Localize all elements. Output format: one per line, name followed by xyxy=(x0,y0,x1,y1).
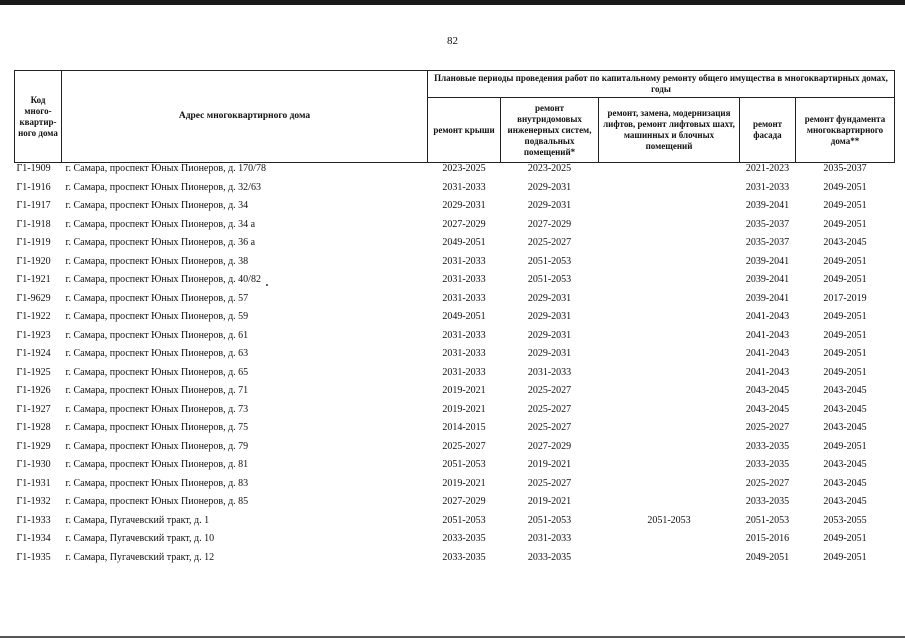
cell-code: Г1-1909 xyxy=(16,163,51,174)
cell-code: Г1-1933 xyxy=(16,514,51,526)
table-row xyxy=(15,533,895,552)
cell-code: Г1-1931 xyxy=(16,477,51,489)
header-address: Адрес многоквартирного дома xyxy=(62,71,428,163)
cell-foundation: 2043-2045 xyxy=(823,237,867,248)
cell-code: Г1-1929 xyxy=(16,440,51,452)
cell-elevators xyxy=(599,293,740,312)
cell-elevators xyxy=(599,348,740,367)
cell-facade: 2039-2041 xyxy=(745,292,790,304)
cell-foundation: 2043-2045 xyxy=(823,496,867,507)
table-row xyxy=(15,404,895,423)
cell-foundation: 2049-2051 xyxy=(823,181,867,193)
scan-speck xyxy=(266,284,268,286)
table-row xyxy=(15,478,895,497)
cell-address: г. Самара, Пугачевский тракт, д. 10 xyxy=(65,533,215,544)
cell-systems: 2029-2031 xyxy=(527,181,572,193)
cell-address: г. Самара, проспект Юных Пионеров, д. 59 xyxy=(65,311,249,322)
cell-address: г. Самара, проспект Юных Пионеров, д. 65 xyxy=(65,366,249,378)
cell-elevators xyxy=(599,533,740,552)
cell-code: Г1-1916 xyxy=(16,181,51,193)
cell-foundation: 2049-2051 xyxy=(823,366,867,378)
cell-systems: 2027-2029 xyxy=(527,218,572,230)
cell-facade: 2043-2045 xyxy=(745,385,790,396)
table-row xyxy=(15,441,895,460)
table-row xyxy=(15,348,895,367)
cell-code: Г1-1932 xyxy=(16,496,51,507)
cell-systems: 2027-2029 xyxy=(527,440,572,452)
header-systems: ремонт внутридомовых инженерных систем, подвальных помещений* xyxy=(501,98,599,163)
cell-address: г. Самара, проспект Юных Пионеров, д. 170/78 xyxy=(65,163,266,174)
cell-roof: 2051-2053 xyxy=(442,514,486,526)
header-roof: ремонт крыши xyxy=(428,98,501,163)
cell-foundation: 2049-2051 xyxy=(823,200,867,211)
cell-elevators xyxy=(599,404,740,423)
cell-systems: 2051-2053 xyxy=(527,274,572,285)
cell-systems: 2031-2033 xyxy=(527,533,572,544)
header-code: Код много-квартир-ного дома xyxy=(15,71,62,163)
header-foundation: ремонт фундамента многоквартирного дома** xyxy=(796,98,895,163)
cell-facade: 2043-2045 xyxy=(745,403,790,415)
table-row xyxy=(15,552,895,571)
cell-address: г. Самара, Пугачевский тракт, д. 1 xyxy=(65,514,210,526)
cell-elevators xyxy=(599,478,740,497)
cell-facade: 2033-2035 xyxy=(745,459,790,470)
header-elevators: ремонт, замена, модернизация лифтов, ремонт лифтовых шахт, машинных и блочных помещений xyxy=(599,98,740,163)
cell-roof: 2019-2021 xyxy=(442,477,486,489)
cell-facade: 2039-2041 xyxy=(745,200,790,211)
table-row xyxy=(15,274,895,293)
cell-elevators xyxy=(599,552,740,571)
cell-facade: 2025-2027 xyxy=(745,422,790,433)
cell-systems: 2025-2027 xyxy=(527,237,572,248)
cell-foundation: 2035-2037 xyxy=(823,163,867,174)
cell-systems: 2033-2035 xyxy=(527,551,572,563)
top-border-bar xyxy=(0,0,905,5)
cell-roof: 2031-2033 xyxy=(442,366,486,378)
table-row xyxy=(15,496,895,515)
cell-roof: 2025-2027 xyxy=(442,440,486,452)
table-row xyxy=(15,200,895,219)
cell-elevators xyxy=(599,311,740,330)
cell-systems: 2019-2021 xyxy=(527,496,572,507)
table-row xyxy=(15,293,895,312)
cell-roof: 2019-2021 xyxy=(442,385,486,396)
cell-foundation: 2043-2045 xyxy=(823,477,867,489)
cell-address: г. Самара, проспект Юных Пионеров, д. 38 xyxy=(65,255,249,267)
cell-address: г. Самара, проспект Юных Пионеров, д. 40/82 xyxy=(65,274,261,285)
cell-roof: 2033-2035 xyxy=(442,533,486,544)
cell-foundation: 2049-2051 xyxy=(823,329,867,341)
cell-facade: 2041-2043 xyxy=(745,329,790,341)
cell-address: г. Самара, проспект Юных Пионеров, д. 81 xyxy=(65,459,249,470)
cell-facade: 2049-2051 xyxy=(745,551,790,563)
cell-facade: 2035-2037 xyxy=(745,218,790,230)
cell-address: г. Самара, проспект Юных Пионеров, д. 36 а xyxy=(65,237,256,248)
cell-facade: 2041-2043 xyxy=(745,366,790,378)
cell-foundation: 2053-2055 xyxy=(823,514,867,526)
cell-facade: 2039-2041 xyxy=(745,274,790,285)
cell-foundation: 2043-2045 xyxy=(823,385,867,396)
cell-elevators xyxy=(599,163,740,182)
cell-foundation: 2049-2051 xyxy=(823,533,867,544)
table-body xyxy=(15,163,895,571)
cell-elevators xyxy=(599,200,740,219)
cell-code: Г1-1924 xyxy=(16,348,51,359)
cell-code: Г1-1923 xyxy=(16,329,51,341)
cell-roof: 2029-2031 xyxy=(442,200,486,211)
cell-elevators xyxy=(599,219,740,238)
cell-code: Г1-1927 xyxy=(16,403,51,415)
cell-elevators xyxy=(599,182,740,201)
cell-address: г. Самара, проспект Юных Пионеров, д. 57 xyxy=(65,292,249,304)
cell-elevators xyxy=(599,330,740,349)
cell-systems: 2029-2031 xyxy=(527,348,572,359)
cell-roof: 2031-2033 xyxy=(442,181,486,193)
table-row xyxy=(15,367,895,386)
table-row xyxy=(15,219,895,238)
cell-facade: 2035-2037 xyxy=(745,237,790,248)
table-row xyxy=(15,385,895,404)
cell-code: Г1-1928 xyxy=(16,422,51,433)
cell-facade: 2033-2035 xyxy=(745,496,790,507)
cell-roof: 2031-2033 xyxy=(442,348,486,359)
cell-address: г. Самара, Пугачевский тракт, д. 12 xyxy=(65,551,215,563)
cell-systems: 2025-2027 xyxy=(527,403,572,415)
cell-foundation: 2017-2019 xyxy=(823,292,867,304)
cell-code: Г1-1926 xyxy=(16,385,51,396)
cell-code: Г1-1935 xyxy=(16,551,51,563)
cell-facade: 2041-2043 xyxy=(745,348,790,359)
cell-code: Г1-1930 xyxy=(16,459,51,470)
cell-systems: 2029-2031 xyxy=(527,311,572,322)
cell-foundation: 2049-2051 xyxy=(823,274,867,285)
cell-systems: 2051-2053 xyxy=(527,255,572,267)
cell-elevators xyxy=(599,385,740,404)
cell-foundation: 2043-2045 xyxy=(823,403,867,415)
header-group: Плановые периоды проведения работ по капитальному ремонту общего имущества в многоквартирных домах, годы xyxy=(428,71,895,98)
cell-code: Г1-1922 xyxy=(16,311,51,322)
cell-address: г. Самара, проспект Юных Пионеров, д. 85 xyxy=(65,496,249,507)
cell-facade: 2033-2035 xyxy=(745,440,790,452)
table-row xyxy=(15,330,895,349)
cell-roof: 2051-2053 xyxy=(442,459,486,470)
cell-foundation: 2049-2051 xyxy=(823,218,867,230)
cell-address: г. Самара, проспект Юных Пионеров, д. 63 xyxy=(65,348,249,359)
cell-code: Г1-1917 xyxy=(16,200,51,211)
cell-roof: 2031-2033 xyxy=(442,329,486,341)
cell-elevators xyxy=(599,237,740,256)
cell-address: г. Самара, проспект Юных Пионеров, д. 34 xyxy=(65,200,249,211)
cell-code: Г1-1919 xyxy=(16,237,51,248)
cell-roof: 2014-2015 xyxy=(442,422,486,433)
cell-foundation: 2049-2051 xyxy=(823,311,867,322)
cell-address: г. Самара, проспект Юных Пионеров, д. 61 xyxy=(65,329,249,341)
cell-facade: 2031-2033 xyxy=(745,181,790,193)
cell-foundation: 2049-2051 xyxy=(823,440,867,452)
cell-address: г. Самара, проспект Юных Пионеров, д. 73 xyxy=(65,403,249,415)
cell-elevators xyxy=(599,274,740,293)
table-row xyxy=(15,422,895,441)
cell-facade: 2021-2023 xyxy=(745,163,790,174)
cell-systems: 2025-2027 xyxy=(527,422,572,433)
cell-facade: 2041-2043 xyxy=(745,311,790,322)
cell-address: г. Самара, проспект Юных Пионеров, д. 34 а xyxy=(65,218,256,230)
cell-address: г. Самара, проспект Юных Пионеров, д. 71 xyxy=(65,385,249,396)
cell-roof: 2019-2021 xyxy=(442,403,486,415)
cell-facade: 2039-2041 xyxy=(745,255,790,267)
cell-roof: 2049-2051 xyxy=(442,311,486,322)
table-row xyxy=(15,515,895,534)
cell-systems: 2051-2053 xyxy=(527,514,572,526)
cell-roof: 2027-2029 xyxy=(442,218,486,230)
cell-code: Г1-9629 xyxy=(16,292,51,304)
cell-elevators xyxy=(599,422,740,441)
cell-elevators xyxy=(599,256,740,275)
cell-elevators xyxy=(599,367,740,386)
cell-code: Г1-1918 xyxy=(16,218,51,230)
table-row xyxy=(15,182,895,201)
cell-roof: 2033-2035 xyxy=(442,551,486,563)
cell-address: г. Самара, проспект Юных Пионеров, д. 79 xyxy=(65,440,249,452)
cell-facade: 2025-2027 xyxy=(745,477,790,489)
table-row xyxy=(15,311,895,330)
cell-address: г. Самара, проспект Юных Пионеров, д. 32/63 xyxy=(65,181,261,193)
capital-repair-table xyxy=(14,70,895,570)
cell-roof: 2023-2025 xyxy=(442,163,486,174)
cell-systems: 2019-2021 xyxy=(527,459,572,470)
cell-foundation: 2049-2051 xyxy=(823,551,867,563)
cell-systems: 2025-2027 xyxy=(527,477,572,489)
page-number: 82 xyxy=(447,35,458,47)
cell-elevators xyxy=(599,459,740,478)
cell-systems: 2031-2033 xyxy=(527,366,572,378)
cell-roof: 2027-2029 xyxy=(442,496,486,507)
cell-facade: 2015-2016 xyxy=(745,533,790,544)
cell-systems: 2025-2027 xyxy=(527,385,572,396)
table-row xyxy=(15,163,895,182)
table-row xyxy=(15,237,895,256)
cell-code: Г1-1921 xyxy=(16,274,51,285)
cell-code: Г1-1934 xyxy=(16,533,51,544)
cell-foundation: 2049-2051 xyxy=(823,348,867,359)
cell-roof: 2031-2033 xyxy=(442,255,486,267)
table-row xyxy=(15,256,895,275)
cell-systems: 2029-2031 xyxy=(527,292,572,304)
cell-address: г. Самара, проспект Юных Пионеров, д. 75 xyxy=(65,422,249,433)
bottom-border-line xyxy=(0,636,905,638)
cell-facade: 2051-2053 xyxy=(745,514,790,526)
table-header xyxy=(15,71,895,163)
cell-code: Г1-1920 xyxy=(16,255,51,267)
cell-systems: 2023-2025 xyxy=(527,163,572,174)
cell-foundation: 2043-2045 xyxy=(823,422,867,433)
cell-foundation: 2049-2051 xyxy=(823,255,867,267)
cell-systems: 2029-2031 xyxy=(527,329,572,341)
cell-foundation: 2043-2045 xyxy=(823,459,867,470)
cell-roof: 2049-2051 xyxy=(442,237,486,248)
table-row xyxy=(15,459,895,478)
cell-address: г. Самара, проспект Юных Пионеров, д. 83 xyxy=(65,477,249,489)
cell-elevators xyxy=(599,441,740,460)
header-facade: ремонт фасада xyxy=(740,98,796,163)
cell-elevators xyxy=(599,496,740,515)
cell-roof: 2031-2033 xyxy=(442,274,486,285)
cell-systems: 2029-2031 xyxy=(527,200,572,211)
cell-elevators: 2051-2053 xyxy=(647,514,691,526)
cell-code: Г1-1925 xyxy=(16,366,51,378)
cell-roof: 2031-2033 xyxy=(442,292,486,304)
